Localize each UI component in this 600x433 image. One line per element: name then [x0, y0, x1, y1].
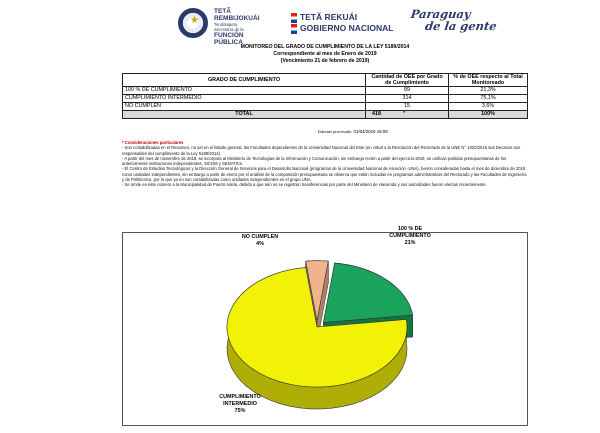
pie-slice — [323, 263, 412, 323]
script-line2: de la gente — [424, 19, 498, 33]
table-row — [123, 103, 528, 111]
compliance-table — [122, 73, 528, 119]
slice-label-value: 75% — [234, 407, 246, 414]
gobierno-nacional-text: GOBIERNO NACIONAL — [300, 23, 394, 33]
paraguay-seal-logo — [178, 8, 208, 38]
total-count: 418 — [372, 111, 381, 117]
note-item: - El Centro de Estudios Tecnológicos y la Dirección General de Servicios para el Desarrollo Nacional (programas de la Universidad Nacional de Asunción -UNA), fueron consideradas hasta el mes de diciembre de 2018 como unidades independientes, sin embargo a partir de enero por el análisis de la composición presupuestaria se observa que están incluidas en programas administrativos del Rectorado y las Facultades de Ingeniería y de Politécnica, por lo que ya no son contabilizadas como unidades independientes en el grupo UNA. — [122, 166, 527, 183]
informe-procesado — [318, 129, 388, 134]
row-label: CUMPLIMIENTO INTERMEDIO — [123, 95, 366, 103]
funcion-publica-logo — [214, 8, 276, 46]
gov-sub1: Tendotapeta — [214, 22, 238, 27]
notes-heading: * Consideraciones particulares — [122, 140, 184, 145]
slice-label-100-cumplimiento — [378, 226, 442, 246]
row-pct: 3,6% — [449, 103, 528, 111]
note-item: - Se omite en éste número a la Municipalidad de Puerto Adela, debido a que aún no se registran transferencias por parte del Ministerio de Hacienda y sus autoridades fueron electas recientemente. — [122, 182, 487, 188]
note-item: - Son contabilizadas en el Resumen, no así en el listado general, las Facultades dependientes de la Universidad Nacional del Este (en virtud a la Resolución del Rectorado de la UNE N° 1020/2016 sus Decanos son responsables del cumplimiento de la Ley 5189/2014). — [122, 145, 521, 156]
pie-layer — [227, 261, 413, 409]
table-row — [123, 87, 528, 95]
slice-label-no-cumplen — [240, 234, 280, 248]
total-count-cell — [366, 111, 449, 119]
slice-label-intermedio — [208, 394, 272, 414]
report-deadline: (Vencimiento 21 de febrero de 2019) — [280, 58, 370, 64]
col-header-grado: GRADO DE CUMPLIMIENTO — [123, 74, 366, 87]
flag-icon — [291, 13, 297, 23]
total-row — [123, 111, 528, 119]
slice-label-text: NO CUMPLEN — [241, 234, 279, 240]
note-item: - A partir del mes de noviembre de 2018, se incorpora al Ministerio de Tecnologías de la Información y Comunicación, sin embargo recién a partir del ejercicio 2019, se unifican partidas presupuestarias de los anteriormente instituciones independientes, SICOM y SENATICs. — [122, 155, 507, 167]
row-count: 314 — [366, 95, 449, 103]
informe-value: 01/04/2019 16:08 — [353, 129, 388, 134]
gov-sub2: Secretaría de la — [214, 27, 244, 32]
row-count: 89 — [366, 87, 449, 95]
row-label: NO CUMPLEN — [123, 103, 366, 111]
flag-icon — [291, 24, 297, 34]
script-line1: Paraguay — [409, 7, 472, 21]
rekuai-text: TETÃ REKUÁI — [300, 12, 358, 22]
col-header-cantidad: Cantidad de OEE por Grado de Cumplimiento — [366, 74, 449, 87]
pie-chart — [122, 232, 528, 426]
star-icon: ★ — [190, 15, 199, 26]
row-pct: 21,3% — [449, 87, 528, 95]
col-header-porcentaje: % de OEE respecto al Total Monitoreado — [449, 74, 528, 87]
slice-label-text: 100 % DE CUMPLIMIENTO — [389, 226, 431, 239]
total-pct: 100% — [449, 111, 528, 119]
informe-label: Informe procesado: — [318, 129, 353, 134]
table-header-row — [123, 74, 528, 87]
row-pct: 75,1% — [449, 95, 528, 103]
slice-label-text: CUMPLIMIENTO INTERMEDIO — [219, 394, 261, 407]
row-count: 15 — [366, 103, 449, 111]
gov-func1: FUNCIÓN — [214, 32, 244, 39]
considerations-notes — [122, 140, 528, 188]
gov-func2: PÚBLICA — [214, 39, 243, 46]
table-row — [123, 95, 528, 103]
paraguay-de-la-gente-logo — [408, 8, 499, 32]
slice-label-value: 4% — [256, 240, 264, 247]
report-title: MONITOREO DEL GRADO DE CUMPLIMIENTO DE LA LEY 5189/2014 — [240, 44, 410, 50]
report-subtitle: Correspondiente al mes de Enero de 2019 — [273, 51, 377, 57]
row-label: 100 % DE CUMPLIMIENTO — [123, 87, 366, 95]
slice-label-value: 21% — [404, 239, 416, 246]
asterisk-marker: * — [403, 111, 406, 117]
gov-title: TETÃ REMBIJOKUÁI — [214, 8, 260, 22]
total-label: TOTAL — [123, 111, 366, 119]
